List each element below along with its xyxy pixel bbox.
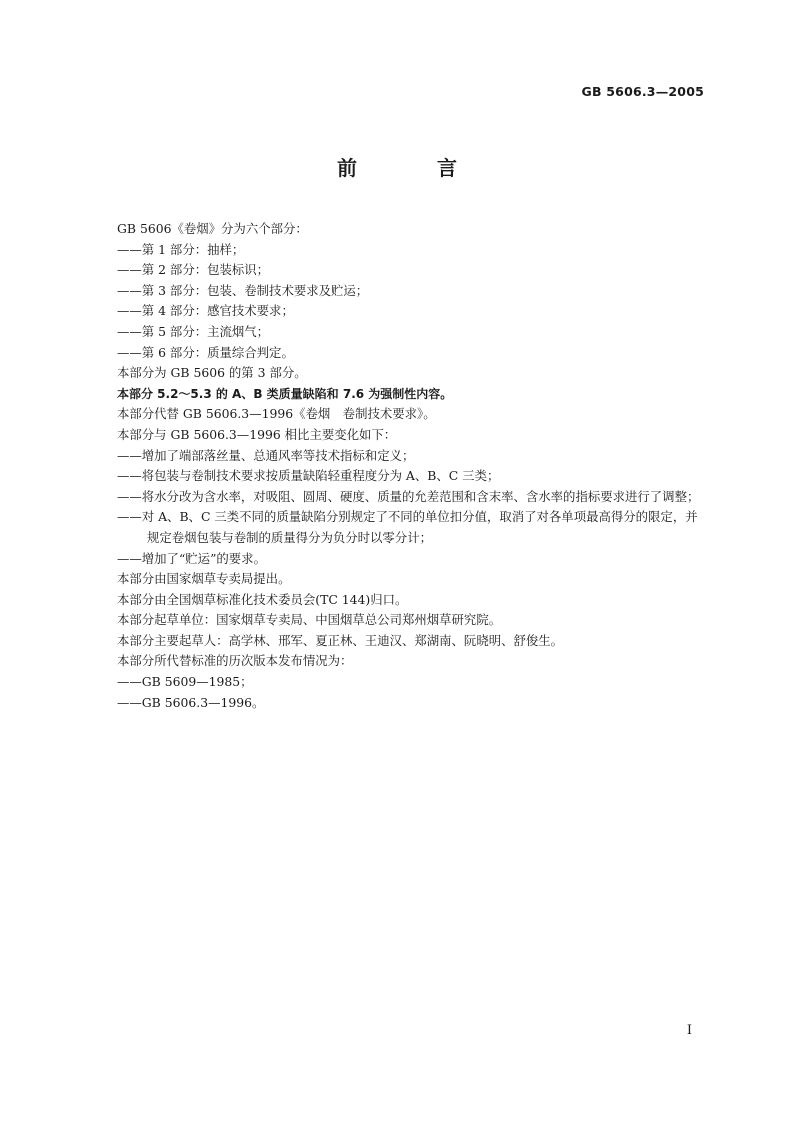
standard-code: GB 5606.3—2005 xyxy=(581,84,704,99)
text-line: 本部分起草单位：国家烟草专卖局、中国烟草总公司郑州烟草研究院。 xyxy=(117,612,502,628)
text-line: 本部分主要起草人：高学林、邢军、夏正林、王迪汉、郑湖南、阮晓明、舒俊生。 xyxy=(117,632,564,648)
list-item: ——将包装与卷制技术要求按质量缺陷轻重程度分为 A、B、C 三类； xyxy=(117,468,500,484)
page-title: 前 言 xyxy=(337,156,487,180)
list-item: ——GB 5606.3—1996。 xyxy=(117,694,265,710)
list-item: ——增加了“贮运”的要求。 xyxy=(117,550,266,566)
text-line: 本部分代替 GB 5606.3—1996《卷烟 卷制技术要求》。 xyxy=(117,406,436,422)
page-number: I xyxy=(686,1023,692,1038)
text-line: GB 5606《卷烟》分为六个部分： xyxy=(117,221,308,236)
list-item: ——第 1 部分：抽样； xyxy=(117,241,245,257)
list-item: ——将水分改为含水率，对吸阻、圆周、硬度、质量的允差范围和含末率、含水率的指标要求进行了调整； xyxy=(117,488,700,504)
list-item: ——第 3 部分：包装、卷制技术要求及贮运； xyxy=(117,282,369,298)
text-line: 本部分所代替标准的历次版本发布情况为： xyxy=(117,653,353,669)
body-text xyxy=(117,219,707,713)
list-item: ——第 4 部分：感官技术要求； xyxy=(117,303,294,319)
list-item: ——第 6 部分：质量综合判定。 xyxy=(117,344,294,360)
mandatory-content-line: 本部分 5.2～5.3 的 A、B 类质量缺陷和 7.6 为强制性内容。 xyxy=(117,386,453,401)
text-line: 本部分与 GB 5606.3—1996 相比主要变化如下： xyxy=(117,426,397,442)
list-item: ——对 A、B、C 三类不同的质量缺陷分别规定了不同的单位扣分值，取消了对各单项最高得分的限定，并规定卷烟包装与卷制的质量得分为负分时以零分计； xyxy=(117,509,698,545)
list-item: ——增加了端部落丝量、总通风率等技术指标和定义； xyxy=(117,447,415,463)
text-line: 本部分为 GB 5606 的第 3 部分。 xyxy=(117,365,307,381)
list-item: ——第 2 部分：包装标识； xyxy=(117,262,270,278)
list-item: ——GB 5609—1985； xyxy=(117,674,253,690)
text-line: 本部分由国家烟草专卖局提出。 xyxy=(117,571,291,587)
list-item: ——第 5 部分：主流烟气； xyxy=(117,323,270,339)
text-line: 本部分由全国烟草标准化技术委员会(TC 144)归口。 xyxy=(117,591,408,607)
